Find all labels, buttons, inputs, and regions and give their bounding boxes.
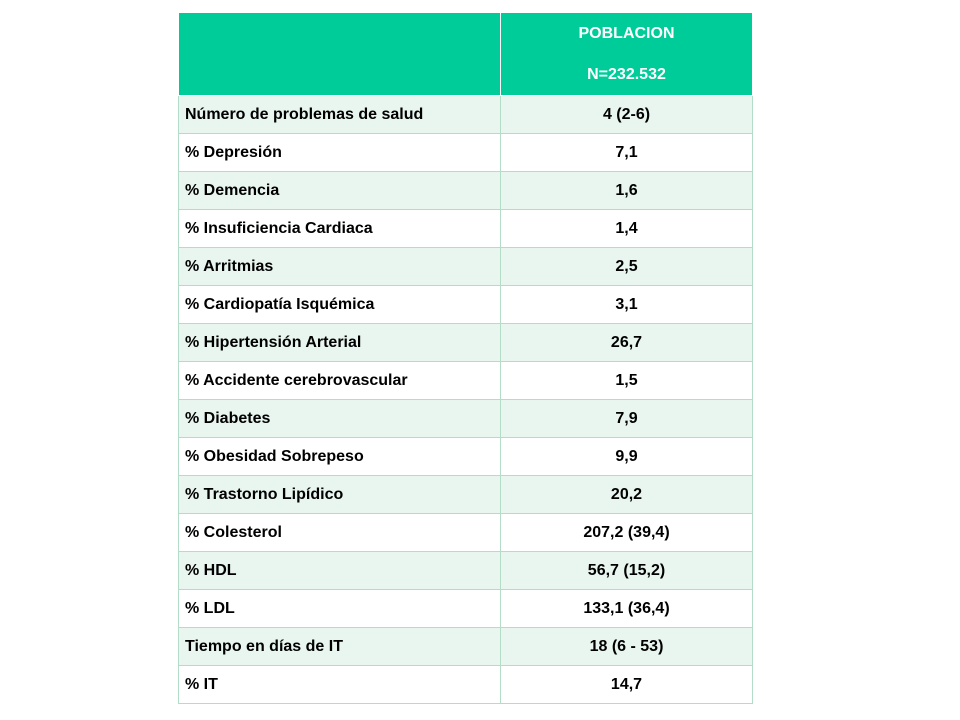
row-value: 56,7 (15,2): [501, 552, 753, 590]
row-label: % Diabetes: [179, 400, 501, 438]
table-row: [179, 362, 753, 400]
data-table-container: [178, 12, 752, 704]
row-label: Tiempo en días de IT: [179, 628, 501, 666]
row-value: 7,1: [501, 134, 753, 172]
header-row: [179, 13, 753, 96]
table-row: [179, 400, 753, 438]
row-label: % Obesidad Sobrepeso: [179, 438, 501, 476]
header-empty-cell: [179, 13, 501, 96]
table-row: [179, 552, 753, 590]
row-value: 14,7: [501, 666, 753, 704]
row-label: % Cardiopatía Isquémica: [179, 286, 501, 324]
row-label: % Insuficiencia Cardiaca: [179, 210, 501, 248]
row-value: 1,5: [501, 362, 753, 400]
population-table: [178, 12, 753, 704]
row-value: 207,2 (39,4): [501, 514, 753, 552]
row-value: 4 (2-6): [501, 96, 753, 134]
row-label: % LDL: [179, 590, 501, 628]
table-row: [179, 134, 753, 172]
row-value: 7,9: [501, 400, 753, 438]
row-label: % Demencia: [179, 172, 501, 210]
row-value: 9,9: [501, 438, 753, 476]
row-value: 18 (6 - 53): [501, 628, 753, 666]
row-label: % Trastorno Lipídico: [179, 476, 501, 514]
row-label: % Arritmias: [179, 248, 501, 286]
table-row: [179, 666, 753, 704]
row-label: % IT: [179, 666, 501, 704]
table-row: [179, 590, 753, 628]
table-row: [179, 476, 753, 514]
row-label: % Colesterol: [179, 514, 501, 552]
row-value: 3,1: [501, 286, 753, 324]
row-value: 20,2: [501, 476, 753, 514]
table-body: [179, 96, 753, 704]
table-row: [179, 248, 753, 286]
table-header: [179, 13, 753, 96]
row-label: % HDL: [179, 552, 501, 590]
table-row: [179, 438, 753, 476]
row-label: % Accidente cerebrovascular: [179, 362, 501, 400]
table-row: [179, 172, 753, 210]
header-population-cell: [501, 13, 753, 96]
header-subtitle: N=232.532: [587, 66, 666, 83]
header-title: POBLACION: [578, 25, 675, 42]
row-value: 1,4: [501, 210, 753, 248]
table-row: [179, 324, 753, 362]
table-row: [179, 286, 753, 324]
table-row: [179, 628, 753, 666]
row-value: 26,7: [501, 324, 753, 362]
row-value: 1,6: [501, 172, 753, 210]
row-value: 133,1 (36,4): [501, 590, 753, 628]
table-row: [179, 96, 753, 134]
table-row: [179, 514, 753, 552]
row-value: 2,5: [501, 248, 753, 286]
row-label: % Hipertensión Arterial: [179, 324, 501, 362]
row-label: % Depresión: [179, 134, 501, 172]
row-label: Número de problemas de salud: [179, 96, 501, 134]
table-row: [179, 210, 753, 248]
